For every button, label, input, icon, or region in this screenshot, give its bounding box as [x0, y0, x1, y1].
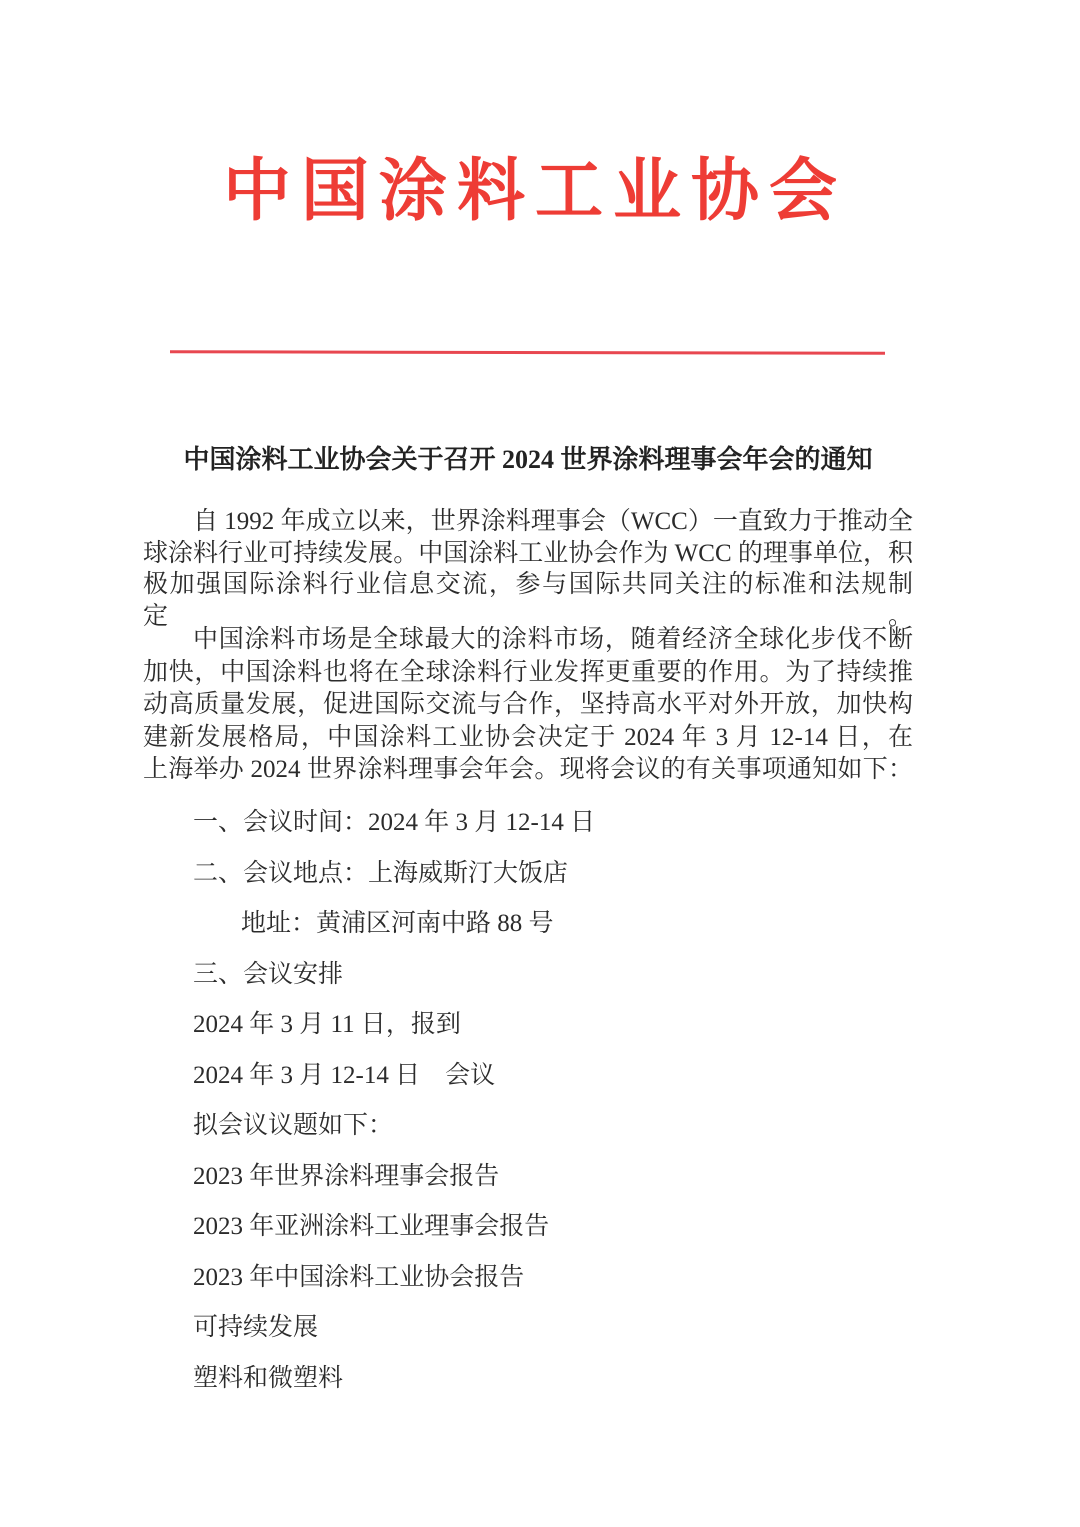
list-item-meeting-days: 2024 年 3 月 12-14 日 会议 — [193, 1061, 496, 1089]
paragraph-intro — [143, 506, 913, 632]
list-item-meeting-place: 二、会议地点：上海威斯汀大饭店 — [193, 859, 569, 887]
paragraph-line: 加快，中国涂料也将在全球涂料行业发挥更重要的作用。为了持续推 — [143, 658, 913, 686]
list-item-topics-intro: 拟会议议题如下： — [193, 1112, 394, 1139]
paragraph-line: 球涂料行业可持续发展。中国涂料工业协会作为 WCC 的理事单位，积 — [143, 539, 913, 567]
list-item-topic-microplastics: 塑料和微塑料 — [193, 1364, 344, 1392]
paragraph-line: 动高质量发展，促进国际交流与合作，坚持高水平对外开放，加快构 — [143, 691, 913, 718]
paragraph-line: 建新发展格局，中国涂料工业协会决定于 2024 年 3 月 12-14 日，在 — [143, 723, 913, 751]
notice-items — [143, 798, 913, 1404]
paragraph-line: 自 1992 年成立以来，世界涂料理事会（WCC）一直致力于推动全 — [193, 508, 913, 535]
list-item-topic-wcc-report: 2023 年世界涂料理事会报告 — [193, 1162, 500, 1190]
list-item-topic-sustainability: 可持续发展 — [193, 1314, 319, 1341]
notice-title: 中国涂料工业协会关于召开 2024 世界涂料理事会年会的通知 — [183, 445, 873, 474]
list-item-topic-cnca-report: 2023 年中国涂料工业协会报告 — [193, 1263, 525, 1291]
paragraph-line: 极加强国际涂料行业信息交流，参与国际共同关注的标准和法规制定。 — [143, 571, 913, 630]
list-item-meeting-time: 一、会议时间：2024 年 3 月 12-14 日 — [193, 809, 596, 836]
list-item-agenda-heading: 三、会议安排 — [193, 960, 344, 988]
letterhead-title: 中国涂料工业协会 — [222, 153, 847, 229]
paragraph-line: 上海举办 2024 世界涂料理事会年会。现将会议的有关事项通知如下： — [143, 756, 913, 783]
list-item-address: 地址：黄浦区河南中路 88 号 — [241, 910, 554, 937]
list-item-registration-day: 2024 年 3 月 11 日，报到 — [193, 1011, 461, 1038]
paragraph-announcement — [143, 624, 913, 787]
notice-body — [143, 0, 913, 1527]
paragraph-line: 中国涂料市场是全球最大的涂料市场，随着经济全球化步伐不断 — [193, 626, 913, 653]
list-item-topic-apic-report: 2023 年亚洲涂料工业理事会报告 — [193, 1213, 550, 1240]
